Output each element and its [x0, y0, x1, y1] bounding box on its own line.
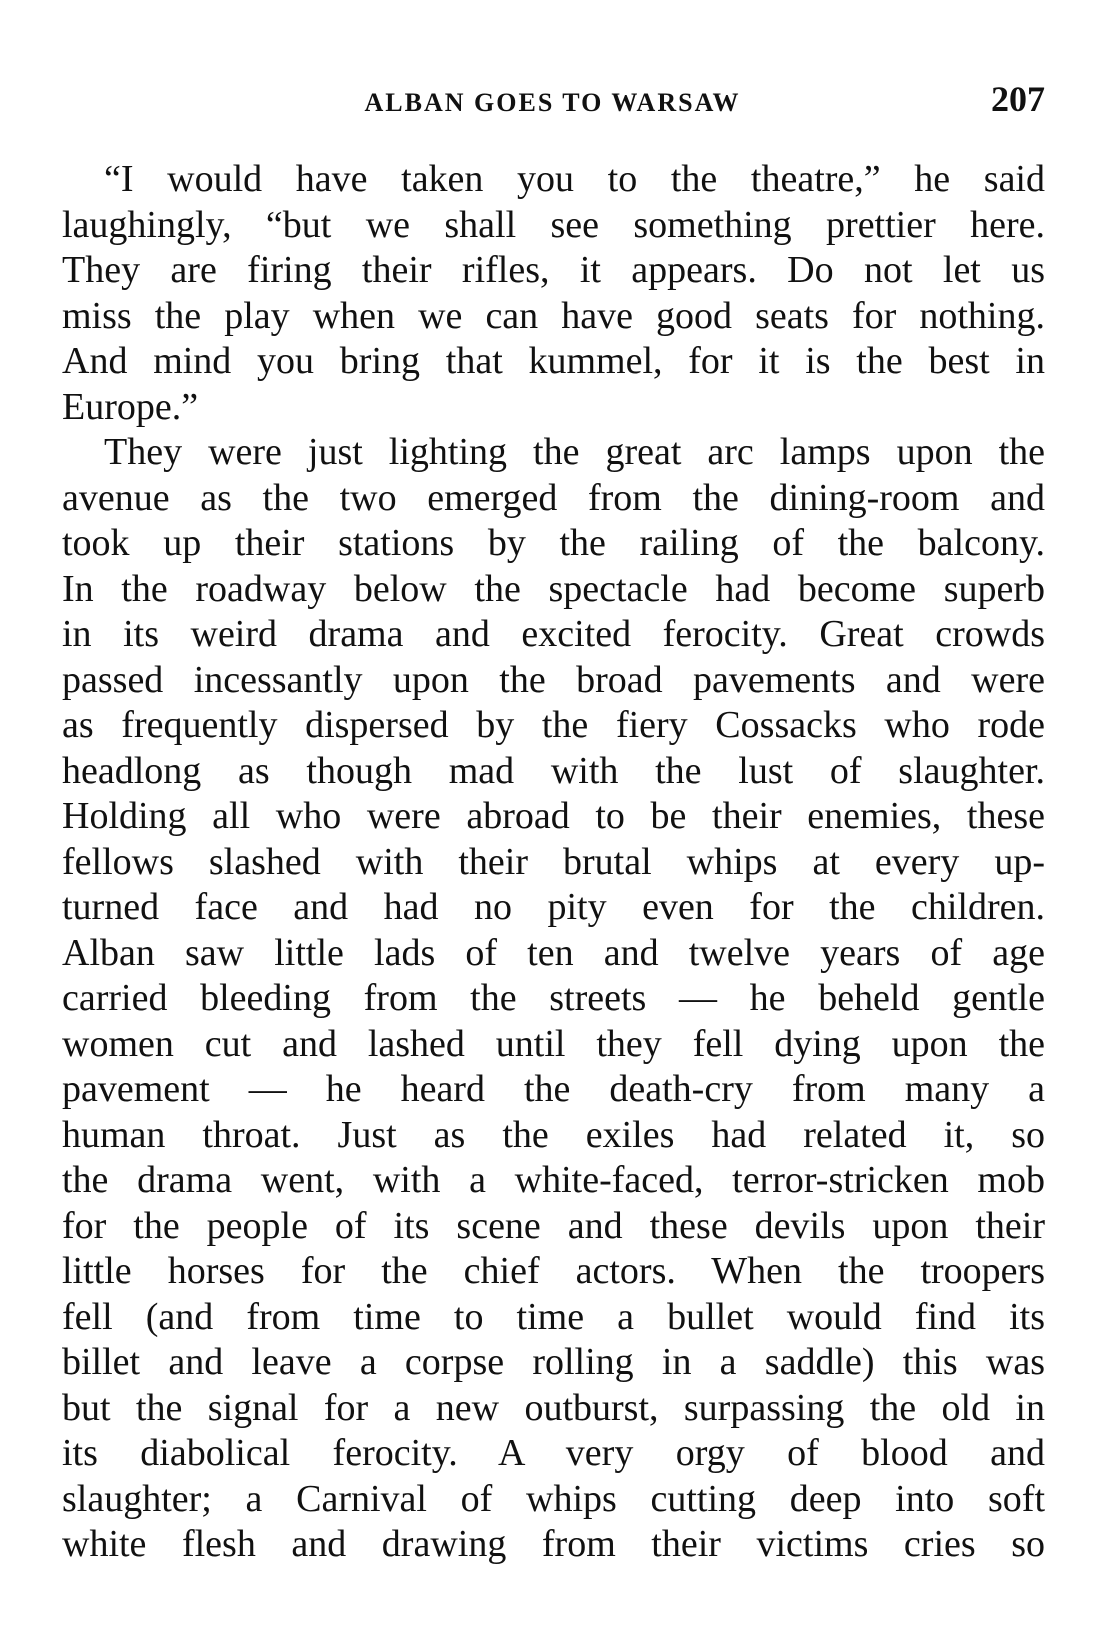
text-line: Alban saw little lads of ten and twelve years of age [62, 931, 1045, 974]
text-line: fellows slashed with their brutal whips at every up- [62, 840, 1045, 883]
text-line: They were just lighting the great arc lamps upon the [104, 431, 1045, 473]
text-line: headlong as though mad with the lust of slaughter. [62, 749, 1045, 792]
running-head [60, 78, 1045, 128]
text-line: In the roadway below the spectacle had become superb [62, 567, 1045, 610]
text-line: its diabolical ferocity. A very orgy of blood and [62, 1432, 1045, 1474]
text-line: took up their stations by the railing of the balcony. [62, 522, 1045, 564]
text-line: the drama went, with a white-faced, terror-stricken mob [62, 1159, 1045, 1201]
text-line: for the people of its scene and these devils upon their [62, 1204, 1045, 1247]
running-title: ALBAN GOES TO WARSAW [364, 88, 741, 117]
text-line: little horses for the chief actors. When the troopers [62, 1250, 1045, 1292]
text-line: carried bleeding from the streets — he beheld gentle [62, 977, 1045, 1019]
text-line: laughingly, “but we shall see something prettier here. [62, 203, 1045, 246]
body-text [62, 157, 1045, 1568]
text-line: but the signal for a new outburst, surpassing the old in [62, 1386, 1045, 1429]
text-line: Europe.” [62, 385, 199, 428]
text-line: They are firing their rifles, it appears. Do not let us [62, 249, 1045, 291]
text-line: in its weird drama and excited ferocity. Great crowds [62, 613, 1045, 655]
text-line: human throat. Just as the exiles had related it, so [62, 1113, 1045, 1156]
text-line: turned face and had no pity even for the children. [62, 886, 1045, 928]
text-line: “I would have taken you to the theatre,” he said [104, 158, 1045, 200]
text-line: as frequently dispersed by the fiery Cossacks who rode [62, 704, 1045, 746]
text-line: And mind you bring that kummel, for it is the best in [62, 340, 1045, 382]
text-line: billet and leave a corpse rolling in a saddle) this was [62, 1341, 1045, 1383]
text-line: fell (and from time to time a bullet would find its [62, 1295, 1045, 1338]
text-line: women cut and lashed until they fell dying upon the [62, 1022, 1045, 1065]
text-line: miss the play when we can have good seats for nothing. [62, 294, 1045, 337]
text-line: white flesh and drawing from their victims cries so [62, 1523, 1045, 1565]
text-line: Holding all who were abroad to be their enemies, these [62, 795, 1045, 837]
page-number: 207 [991, 79, 1045, 119]
text-line: slaughter; a Carnival of whips cutting deep into soft [62, 1477, 1045, 1520]
text-line: passed incessantly upon the broad pavements and were [62, 658, 1045, 701]
text-line: avenue as the two emerged from the dining-room and [62, 476, 1045, 519]
text-line: pavement — he heard the death-cry from many a [62, 1068, 1045, 1110]
